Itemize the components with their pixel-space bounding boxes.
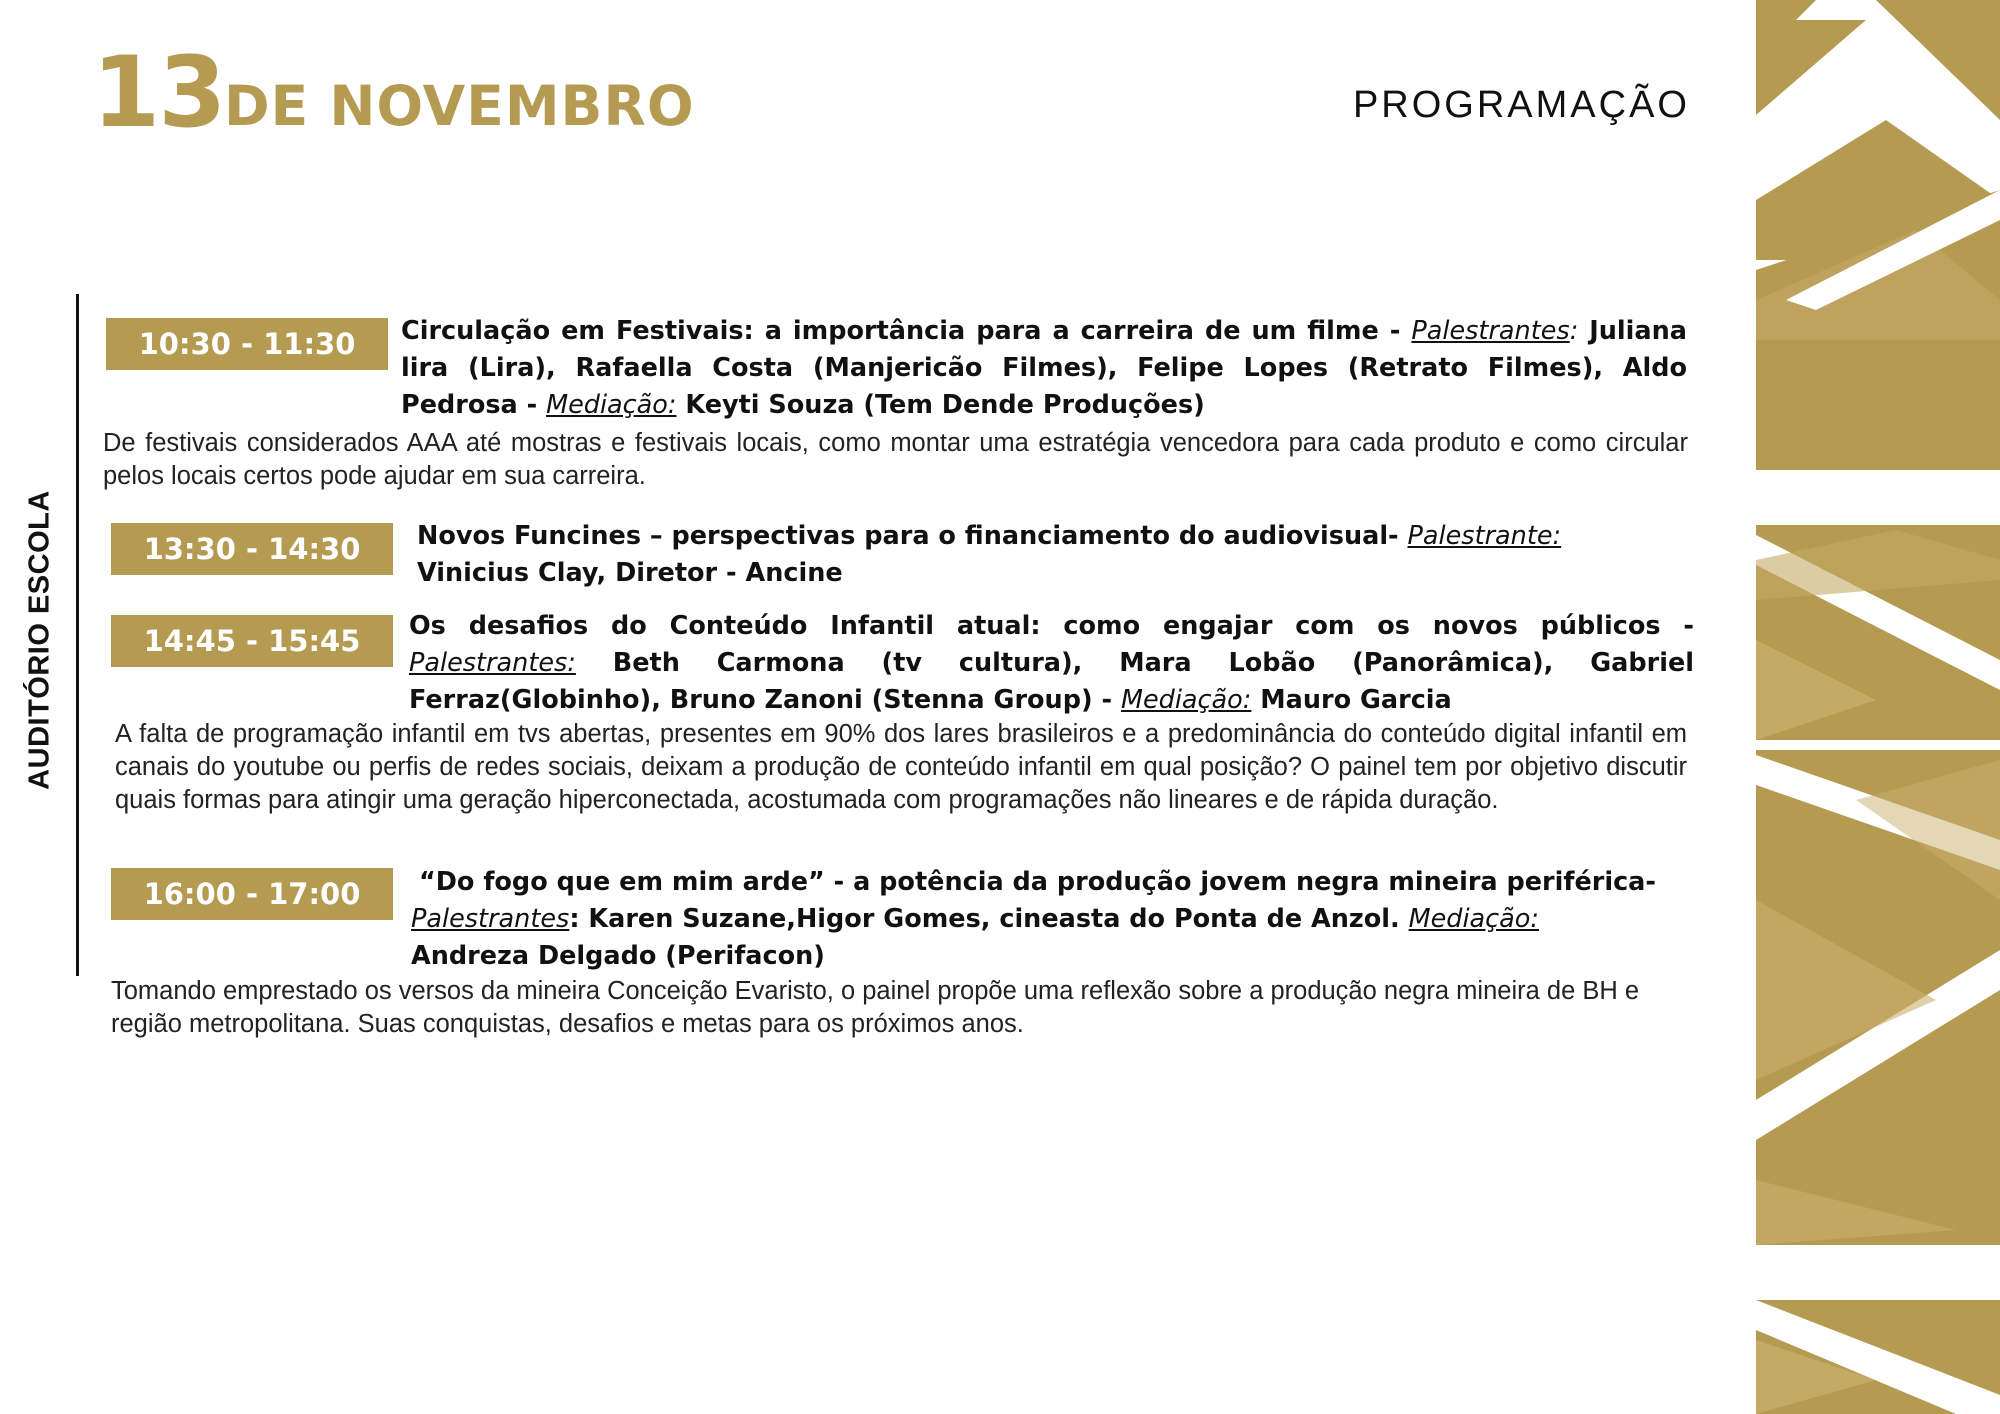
speakers-text: Vinicius Clay, Diretor - Ancine: [417, 558, 843, 588]
session-title: [409, 608, 1694, 719]
speakers-colon: :: [1569, 316, 1579, 346]
session-title-text: “Do fogo que em mim arde” - a potência da produção jovem negra mineira periférica-: [419, 867, 1656, 897]
session-time-badge: 16:00 - 17:00: [111, 868, 393, 920]
speakers-label: Palestrantes:: [409, 648, 576, 678]
session-description: Tomando emprestado os versos da mineira Conceição Evaristo, o painel propõe uma reflexão sobre a produção negra mineira de BH e região metropolitana. Suas conquistas, desafios e metas para os próximos anos.: [111, 977, 1640, 1038]
mediation-text: Keyti Souza (Tem Dende Produções): [676, 390, 1205, 420]
mediation-label: Mediação:: [1408, 904, 1539, 934]
session-time-badge: 14:45 - 15:45: [111, 615, 393, 667]
speakers-text: Juliana lira (Lira), Rafaella Costa (Manjericão Filmes), Felipe Lopes (Retrato Filmes), Aldo Pedrosa -: [401, 316, 1687, 420]
session-time-badge: 10:30 - 11:30: [106, 318, 388, 370]
day-number: 13: [92, 36, 225, 150]
mediation-label: Mediação:: [546, 390, 677, 420]
mediation-text: Andreza Delgado (Perifacon): [411, 941, 825, 971]
session-title-text: Os desafios do Conteúdo Infantil atual: como engajar com os novos públicos -: [409, 611, 1694, 641]
session-title-text: Circulação em Festivais: a importância para a carreira de um filme -: [401, 316, 1412, 346]
month-label: DE NOVEMBRO: [224, 74, 695, 138]
session-title-text: Novos Funcines – perspectivas para o financiamento do audiovisual-: [417, 521, 1408, 551]
venue-label: AUDITÓRIO ESCOLA: [23, 490, 56, 790]
venue-divider: [76, 294, 79, 976]
mediation-text: Mauro Garcia: [1251, 685, 1452, 715]
session-title: [411, 864, 1661, 975]
session-description: De festivais considerados AAA até mostras e festivais locais, como montar uma estratégia vencedora para cada produto e como circular pelos locais certos pode ajudar em sua carreira.: [103, 429, 1688, 490]
speakers-label: Palestrante:: [1407, 521, 1562, 551]
session-title: [417, 518, 1647, 592]
mediation-label: Mediação:: [1120, 685, 1252, 715]
decorative-pattern: [1756, 0, 2000, 1414]
speakers-text: Beth Carmona (tv cultura), Mara Lobão (Panorâmica), Gabriel Ferraz(Globinho), Bruno Zanoni (Stenna Group) -: [409, 648, 1694, 715]
session-description: A falta de programação infantil em tvs abertas, presentes em 90% dos lares brasileiros e a predominância do conteúdo digital infantil em canais do youtube ou perfis de redes sociais, deixam a produção de conteúdo infantil em qual posição? O painel tem por objetivo discutir quais formas para atingir uma geração hiperconectada, acostumada com programações não lineares e de rápida duração.: [115, 720, 1687, 814]
session-time-badge: 13:30 - 14:30: [111, 523, 393, 575]
section-title: PROGRAMAÇÃO: [1352, 84, 1690, 126]
speakers-label: Palestrantes: [411, 904, 570, 934]
speakers-label: Palestrantes: [1411, 316, 1570, 346]
speakers-text: : Karen Suzane,Higor Gomes, cineasta do Ponta de Anzol.: [569, 904, 1409, 934]
session-title: [401, 313, 1687, 424]
